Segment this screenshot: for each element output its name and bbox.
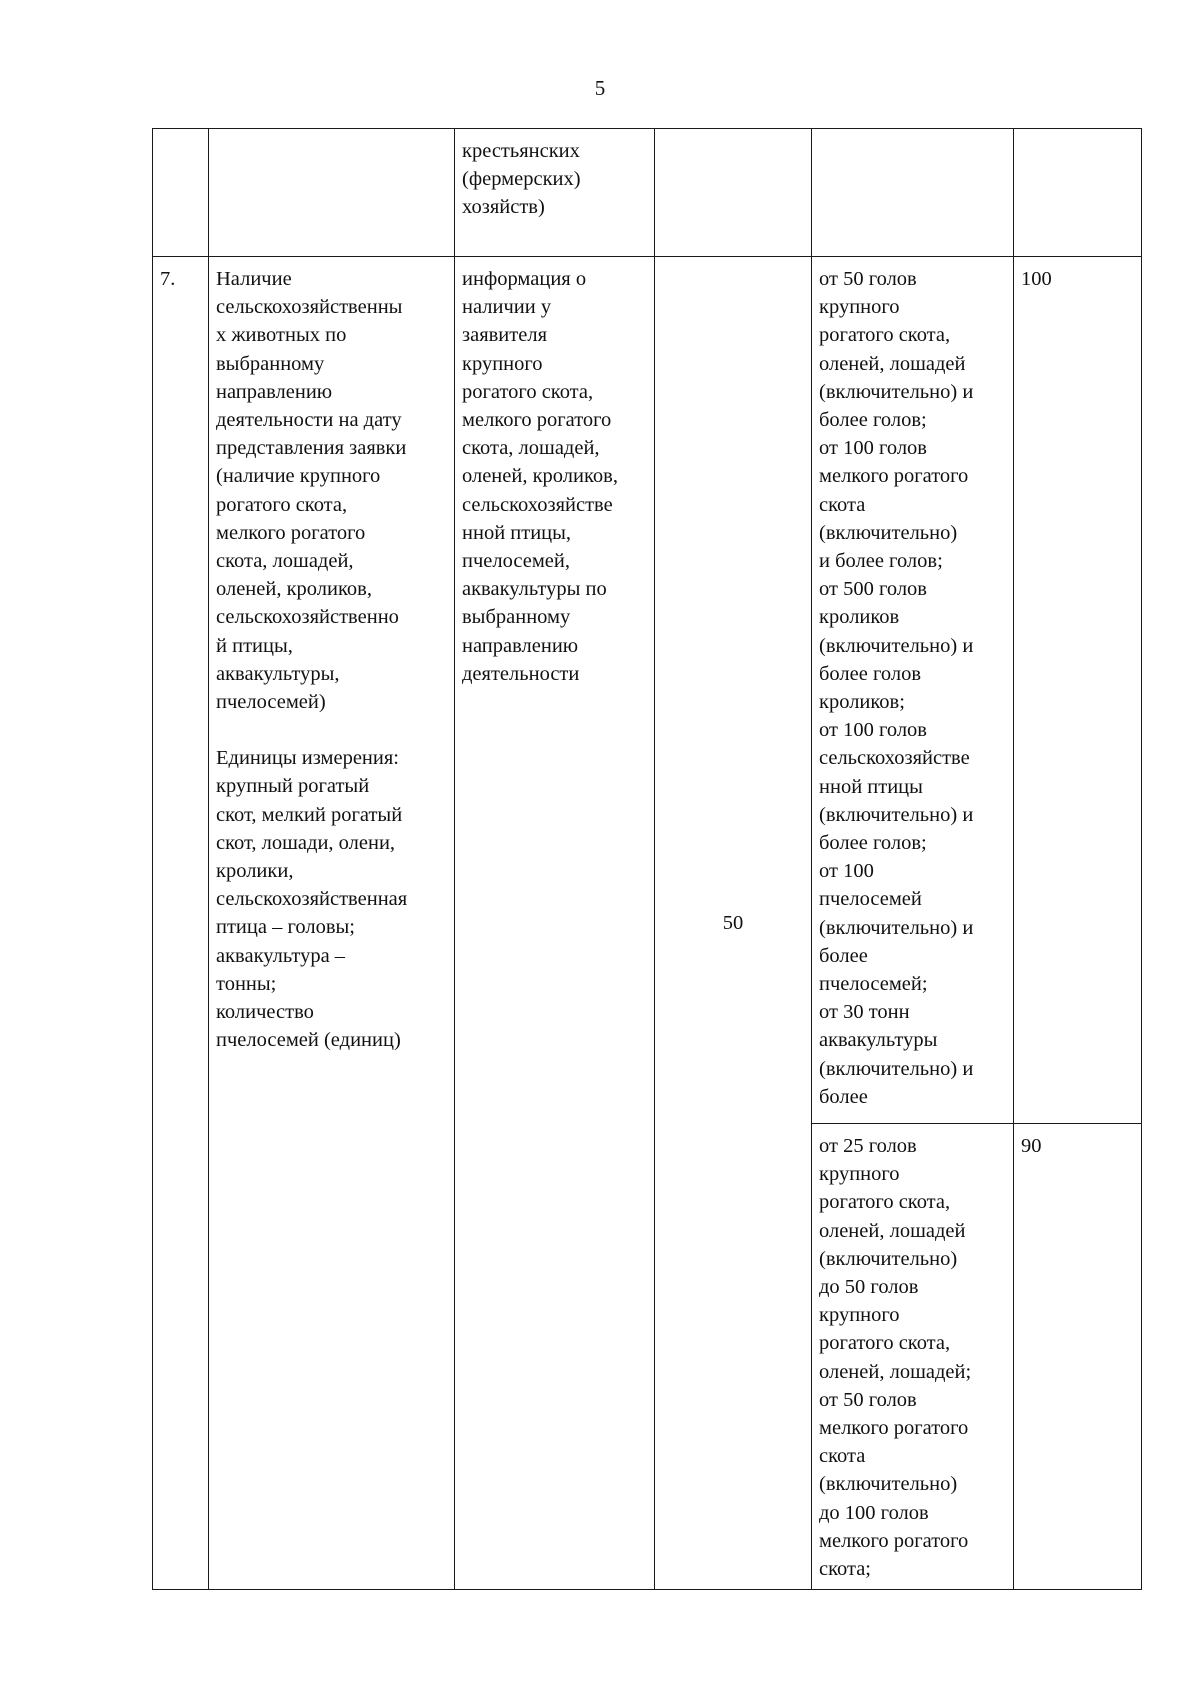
- text-line: (фермерских): [462, 168, 581, 191]
- text-line: оленей, кроликов,: [216, 578, 372, 601]
- text-line: рогатого скота,: [216, 493, 348, 516]
- text-line: х животных по: [216, 324, 347, 347]
- grade-cell-1: [812, 257, 1014, 1124]
- text-line: мелкого рогатого: [819, 1417, 969, 1440]
- text-line: крупный рогатый: [216, 775, 370, 798]
- text-line: мелкого рогатого: [462, 409, 612, 432]
- cont-weight-cell: [655, 129, 812, 257]
- cont-points-cell: [1014, 129, 1142, 257]
- text-line: оленей, лошадей;: [819, 1360, 972, 1383]
- table-row: [153, 257, 1142, 1124]
- text-line: крупного: [819, 1163, 900, 1186]
- text-line: (включительно) и: [819, 803, 974, 826]
- text-line: рогатого скота,: [819, 1191, 951, 1214]
- text-line: от 100: [819, 860, 874, 883]
- text-line: скота: [819, 1445, 866, 1468]
- text-line: (включительно) и: [819, 916, 974, 939]
- text-line: сельскохозяйственны: [216, 296, 403, 319]
- text-line: скота, лошадей,: [216, 550, 354, 573]
- text-line: пчелосемей (единиц): [216, 1029, 401, 1052]
- text-line: более голов: [819, 662, 921, 685]
- text-line: скота, лошадей,: [462, 437, 600, 460]
- row-number: 7.: [160, 268, 176, 290]
- text-line: (наличие крупного: [216, 465, 381, 488]
- text-line: сельскохозяйственная: [216, 888, 408, 911]
- text-line: хозяйств): [462, 196, 545, 219]
- text-line: крупного: [819, 1304, 900, 1327]
- text-line: более: [819, 1085, 868, 1108]
- text-line: оленей, лошадей: [819, 352, 966, 375]
- weight-value: 50: [722, 911, 744, 934]
- text-line: сельскохозяйственно: [216, 606, 399, 629]
- text-line: оленей, лошадей: [819, 1219, 966, 1242]
- text-line: и более голов;: [819, 550, 943, 573]
- text-line: крупного: [819, 296, 900, 319]
- text-line: й птицы,: [216, 634, 293, 657]
- text-line: скота;: [819, 1558, 872, 1581]
- text-line: пчелосемей,: [462, 550, 570, 573]
- continuation-row: [153, 129, 1142, 257]
- text-line: (включительно) и: [819, 380, 974, 403]
- text-line: пчелосемей;: [819, 973, 928, 996]
- text-line: от 500 голов: [819, 578, 927, 601]
- points-cell-1: [1014, 257, 1142, 1124]
- text-line: от 50 голов: [819, 1388, 917, 1411]
- text-line: аквакультура –: [216, 944, 346, 967]
- cont-number-cell: [153, 129, 209, 257]
- cont-grade-cell: [812, 129, 1014, 257]
- text-line: деятельности: [462, 662, 580, 685]
- text-line: направлению: [216, 380, 333, 403]
- text-line: кролики,: [216, 860, 294, 883]
- points-value-1: 100: [1021, 268, 1052, 290]
- text-line: мелкого рогатого: [819, 1529, 969, 1552]
- text-line: деятельности на дату: [216, 409, 402, 432]
- text-line: (включительно): [819, 1473, 958, 1496]
- text-line: количество: [216, 1001, 314, 1024]
- text-line: более голов;: [819, 832, 927, 855]
- text-line: от 100 голов: [819, 437, 927, 460]
- text-line: Единицы измерения:: [216, 747, 399, 770]
- cont-criterion-cell: [209, 129, 455, 257]
- text-line: от 50 голов: [819, 268, 917, 290]
- criterion-text: [216, 265, 448, 716]
- criteria-table: [152, 128, 1142, 1590]
- text-line: более: [819, 944, 868, 967]
- text-line: рогатого скота,: [462, 380, 594, 403]
- text-line: (включительно) и: [819, 1057, 974, 1080]
- text-line: мелкого рогатого: [216, 521, 366, 544]
- weight-cell: [655, 257, 812, 1590]
- text-line: оленей, кроликов,: [462, 465, 618, 488]
- text-line: крупного: [462, 352, 543, 375]
- text-line: кроликов: [819, 606, 900, 629]
- criterion-cell: [209, 257, 455, 1590]
- text-line: (включительно) и: [819, 634, 974, 657]
- text-line: скота: [819, 493, 866, 516]
- text-line: тонны;: [216, 972, 277, 995]
- grade-cell-2: [812, 1124, 1014, 1590]
- text-line: до 50 голов: [819, 1276, 919, 1299]
- text-line: нной птицы,: [462, 521, 572, 544]
- text-line: (включительно): [819, 521, 958, 544]
- text-line: сельскохозяйстве: [819, 747, 970, 770]
- text-line: скот, мелкий рогатый: [216, 803, 403, 826]
- text-line: более голов;: [819, 409, 927, 432]
- text-line: скот, лошади, олени,: [216, 831, 396, 854]
- cont-info-cell: [455, 129, 655, 257]
- text-line: от 30 тонн: [819, 1001, 910, 1024]
- row-number-cell: [153, 257, 209, 1590]
- text-line: птица – головы;: [216, 916, 355, 939]
- text-line: аквакультуры по: [462, 578, 607, 601]
- text-line: от 100 голов: [819, 719, 927, 742]
- text-line: пчелосемей: [819, 888, 922, 911]
- text-line: сельскохозяйстве: [462, 493, 613, 516]
- text-line: представления заявки: [216, 437, 407, 460]
- page-number: 5: [594, 76, 606, 100]
- points-value-2: 90: [1021, 1135, 1042, 1157]
- text-line: мелкого рогатого: [819, 465, 969, 488]
- text-line: направлению: [462, 634, 579, 657]
- text-line: заявителя: [462, 324, 547, 347]
- text-line: нной птицы: [819, 775, 923, 798]
- text-line: (включительно): [819, 1247, 958, 1270]
- text-line: от 25 голов: [819, 1135, 917, 1157]
- text-line: информация о: [462, 268, 587, 290]
- info-cell: [455, 257, 655, 1590]
- text-line: Наличие: [216, 268, 292, 290]
- text-line: выбранному: [462, 606, 571, 629]
- text-line: рогатого скота,: [819, 324, 951, 347]
- text-line: крестьянских: [462, 140, 580, 162]
- text-line: аквакультуры: [819, 1029, 938, 1052]
- text-line: до 100 голов: [819, 1501, 929, 1524]
- units-text: [216, 744, 448, 1054]
- text-line: наличии у: [462, 296, 552, 319]
- points-cell-2: [1014, 1124, 1142, 1590]
- text-line: аквакультуры,: [216, 662, 340, 685]
- text-line: выбранному: [216, 352, 325, 375]
- text-line: рогатого скота,: [819, 1332, 951, 1355]
- text-line: пчелосемей): [216, 691, 326, 714]
- text-line: кроликов;: [819, 691, 905, 714]
